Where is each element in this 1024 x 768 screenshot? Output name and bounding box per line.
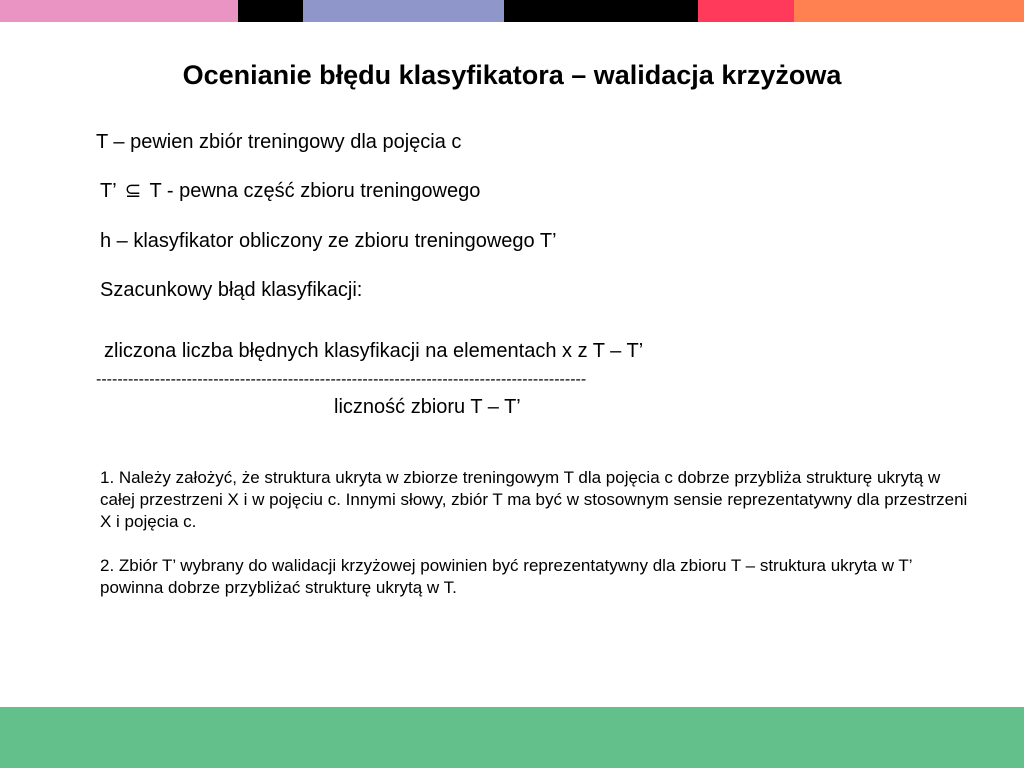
top-bar-black-segment	[238, 0, 303, 22]
note-2: 2. Zbiór T’ wybrany do walidacji krzyżowej powinien być reprezentatywny dla zbioru T – struktura ukryta w T’ powinna dobrze przybliżać strukturę ukrytą w T.	[100, 556, 912, 597]
note-1: 1. Należy założyć, że struktura ukryta w zbiorze treningowym T dla pojęcia c dobrze przybliża strukturę ukrytą w całej przestrzeni X i w pojęciu c. Innymi słowy, zbiór T ma być w stosownym sensie reprezentatywny dla przestrzeni X i pojęcia c.	[100, 468, 968, 531]
subset-description: T - pewna część zbioru treningowego	[149, 180, 481, 202]
subset-left-operand: T’	[100, 180, 117, 202]
classifier-definition: h – klasyfikator obliczony ze zbioru treningowego T’	[100, 230, 557, 252]
subset-definition	[100, 178, 480, 204]
subset-symbol: ⊆	[124, 180, 142, 202]
top-bar-pink-segment	[0, 0, 238, 22]
top-bar-black-segment-2	[504, 0, 698, 22]
top-bar-lavender-segment	[303, 0, 504, 22]
fraction-denominator: liczność zbioru T – T’	[334, 396, 521, 418]
top-bar-red-segment	[698, 0, 794, 22]
slide-title: Ocenianie błędu klasyfikatora – walidacja krzyżowa	[182, 60, 842, 90]
bottom-color-bar	[0, 707, 1024, 768]
training-set-definition: T – pewien zbiór treningowy dla pojęcia c	[96, 131, 462, 153]
error-estimate-label: Szacunkowy błąd klasyfikacji:	[100, 279, 363, 301]
fraction-numerator: zliczona liczba błędnych klasyfikacji na elementach x z T – T’	[104, 340, 644, 362]
fraction-divider: --------------------------------------------------------------------------------------------	[96, 371, 587, 388]
top-bar-orange-segment	[794, 0, 1024, 22]
top-color-bar	[0, 0, 1024, 22]
